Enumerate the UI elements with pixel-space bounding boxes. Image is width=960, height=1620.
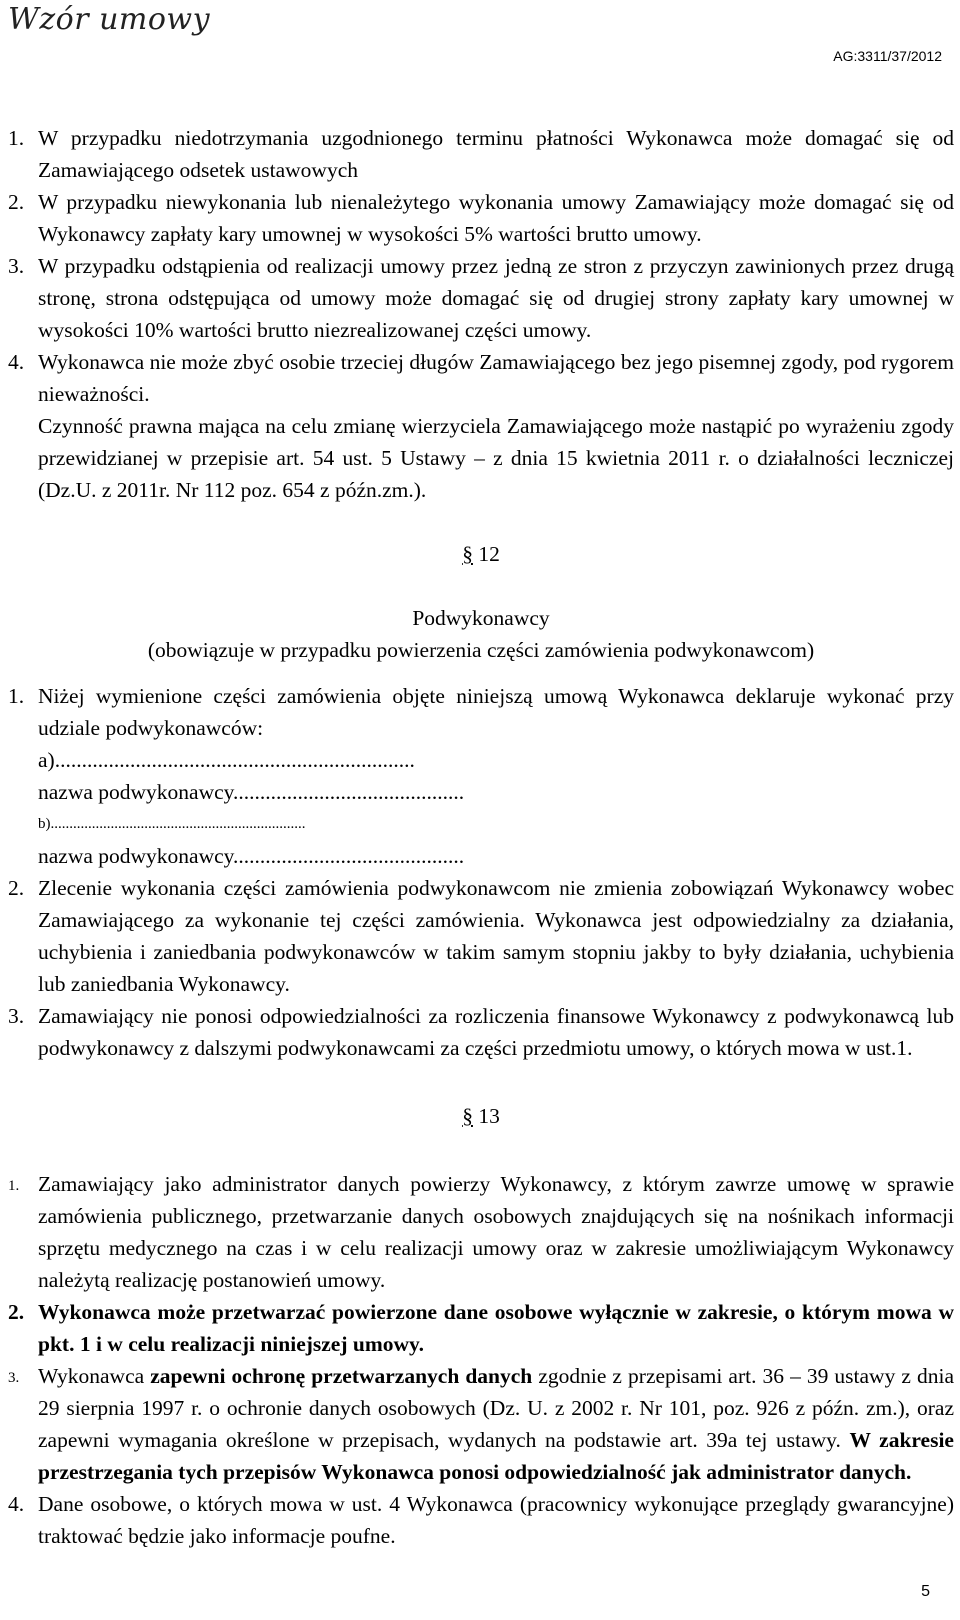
list-item-text: W przypadku odstąpienia od realizacji umowy przez jedną ze stron z przyczyn zawinionych przez drugą stronę, strona odstępująca od umowy może domagać się od drugiej strony zapłaty kary umownej w wysokości 10% wartości brutto niezrealizowanej części umowy. — [38, 254, 954, 342]
list-item-text: W przypadku niewykonania lub nienależytego wykonania umowy Zamawiający może domagać się od Wykonawcy zapłaty kary umownej w wysokości 5% wartości brutto umowy. — [38, 190, 954, 246]
list-item — [8, 1296, 954, 1360]
section-number: 13 — [478, 1104, 500, 1128]
document-header-title: Wzór umowy — [8, 2, 211, 37]
document-body — [8, 122, 954, 1552]
text-run: Wykonawca — [38, 1364, 151, 1388]
list-item-number: 3. — [8, 1004, 25, 1028]
list-item-number: 2. — [8, 190, 25, 214]
subcontractor-name-b: nazwa podwykonawcy........................................... — [38, 844, 465, 868]
list-item-number: 4. — [8, 1492, 25, 1516]
text-run-bold: zapewni ochronę przetwarzanych danych — [150, 1364, 533, 1388]
list-item-text: Zamawiający jako administrator danych powierzy Wykonawcy, z którym zawrze umowę w sprawie zamówienia publicznego, przetwarzanie danych osobowych znajdujących się na nośnikach informacji sprzętu medycznego na czas i w celu realizacji umowy oraz w zakresie umożliwiającym Wykonawcy należytą realizację postanowień umowy. — [38, 1172, 954, 1292]
subcontractor-line-a: a)................................................................... — [38, 748, 415, 772]
list-item-text: Zamawiający nie ponosi odpowiedzialności za rozliczenia finansowe Wykonawcy z podwykonawcą lub podwykonawcy z dalszymi podwykonawcami za części przedmiotu umowy, o których mowa w ust.1. — [38, 1004, 954, 1060]
section-title: Podwykonawcy — [412, 606, 550, 630]
list-item — [8, 186, 954, 250]
list-item-text: Wykonawca może przetwarzać powierzone dane osobowe wyłącznie w zakresie, o którym mowa w pkt. 1 i w celu realizacji niniejszej umowy. — [38, 1300, 954, 1356]
list-item — [8, 1000, 954, 1064]
list-item — [8, 872, 954, 1000]
subcontractor-name-a: nazwa podwykonawcy........................................... — [38, 780, 465, 804]
list-item — [8, 250, 954, 346]
list-item — [8, 1488, 954, 1552]
creditor-change-paragraph: Czynność prawna mająca na celu zmianę wierzyciela Zamawiającego może nastąpić po wyrażeniu zgody przewidzianej w przepisie art. 54 ust. 5 Ustawy – z dnia 15 kwietnia 2011 r. o działalności leczniczej (Dz.U. z 2011r. Nr 112 poz. 654 z późn.zm.). — [38, 414, 954, 502]
document-reference-number: AG:3311/37/2012 — [833, 48, 942, 64]
list-item-number: 3. — [8, 254, 25, 278]
list-item-text: Zlecenie wykonania części zamówienia podwykonawcom nie zmienia zobowiązań Wykonawcy wobec Zamawiającego za wykonanie tej części zamówienia. Wykonawca jest odpowiedzialny za działania, uchybienia i zaniedbania podwykonawców w takim samym stopniu jakby to były działania, uchybienia lub zaniedbania Wykonawcy. — [38, 876, 954, 996]
list-item-number: 2. — [8, 1300, 25, 1324]
list-item-number: 4. — [8, 350, 25, 374]
text-run: zgodnie z przepisami art. 36 – 39 ustawy z dnia 29 sierpnia 1997 r. o ochronie danych osobowych (Dz. U. z 2002 r. Nr 101, poz. 926 z późn. zm.), oraz zapewni wymagania określone w przepisach, wydanych na podstawie art. 39a tej ustawy. — [38, 1364, 954, 1452]
page-number: 5 — [921, 1583, 930, 1600]
list-item — [8, 122, 954, 186]
section-sign: § — [462, 542, 473, 566]
section-heading-12 — [8, 538, 954, 570]
list-item-text: Wykonawca nie może zbyć osobie trzeciej długów Zamawiającego bez jego pisemnej zgody, pod rygorem nieważności. — [38, 350, 954, 406]
list-item — [8, 346, 954, 410]
section-number: 12 — [478, 542, 500, 566]
list-item-number: 1. — [8, 684, 25, 708]
list-item-number: 1. — [8, 1178, 20, 1194]
list-item-number: 1. — [8, 126, 25, 150]
section-heading-13 — [8, 1100, 954, 1132]
list-item-text: Dane osobowe, o których mowa w ust. 4 Wykonawca (pracownicy wykonujące przeglądy gwarancyjne) traktować będzie jako informacje poufne. — [38, 1492, 954, 1548]
list-item — [8, 1168, 954, 1296]
text-run-bold: W zakresie przestrzegania tych przepisów Wykonawca ponosi odpowiedzialność jak administrator danych. — [38, 1428, 954, 1484]
subcontractor-line-b: b).................................................................... — [38, 816, 306, 832]
list-item-number: 3. — [8, 1370, 20, 1386]
list-item-text: Niżej wymienione części zamówienia objęte niniejszą umową Wykonawca deklaruje wykonać przy udziale podwykonawców: — [38, 684, 954, 740]
section-sign: § — [462, 1104, 473, 1128]
section-subtitle: (obowiązuje w przypadku powierzenia części zamówienia podwykonawcom) — [147, 638, 815, 662]
list-item-text: W przypadku niedotrzymania uzgodnionego terminu płatności Wykonawca może domagać się od Zamawiającego odsetek ustawowych — [38, 126, 954, 182]
list-item-text — [38, 1360, 954, 1488]
list-item-number: 2. — [8, 876, 25, 900]
list-item — [8, 1360, 954, 1488]
list-item — [8, 680, 954, 744]
